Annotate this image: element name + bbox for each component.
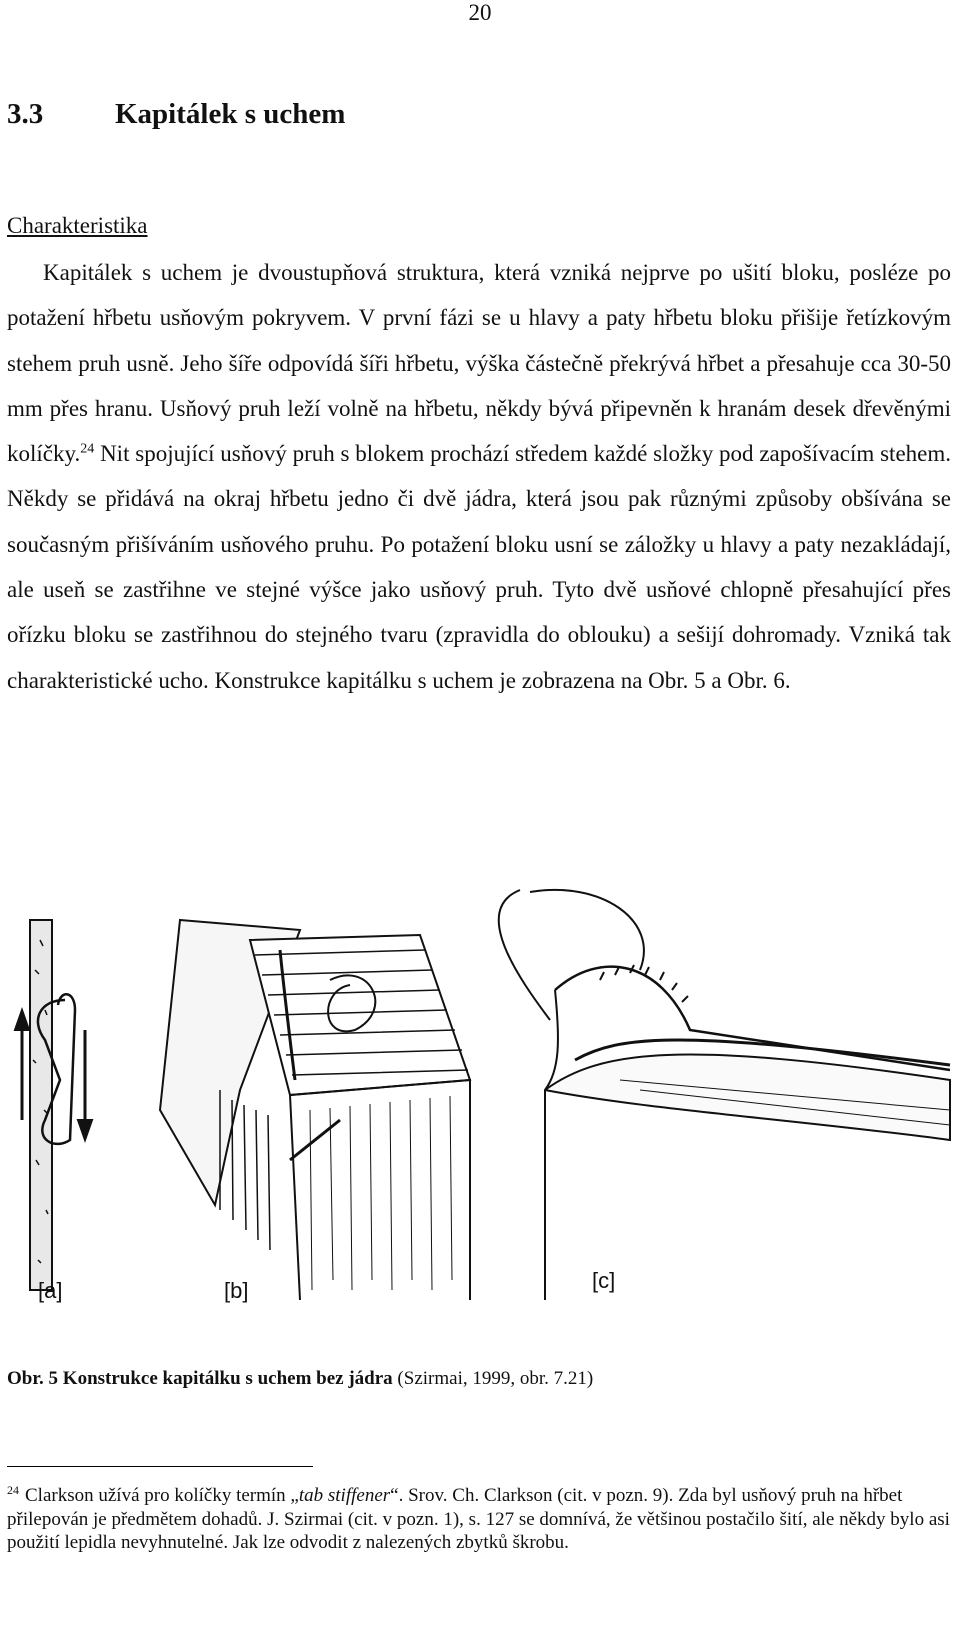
footnote-divider bbox=[7, 1466, 313, 1467]
subheading: Charakteristika bbox=[7, 213, 148, 238]
figure-caption bbox=[7, 1368, 593, 1390]
figure-label-b: [b] bbox=[224, 1278, 249, 1303]
section-title: Kapitálek s uchem bbox=[115, 98, 346, 130]
figure-label-a: [a] bbox=[38, 1278, 63, 1303]
footnote-text-before: Clarkson užívá pro kolíčky termín „ bbox=[25, 1485, 299, 1506]
illustration-c bbox=[499, 890, 950, 1300]
paragraph bbox=[7, 250, 951, 703]
illustration-b bbox=[160, 920, 470, 1300]
footnote-number: 24 bbox=[7, 1482, 19, 1497]
paragraph-part-1: Kapitálek s uchem je dvoustupňová struktura, která vzniká nejprve po ušití bloku, posléze po potažení hřbetu usňovým pokryvem. V první fázi se u hlavy a paty hřbetu bloku přišije řetízkovým stehem pruh usně. Jeho šíře odpovídá šíři hřbetu, výška částečně překrývá hřbet a přesahuje cca 30-50 mm přes hranu. Usňový pruh leží volně na hřbetu, někdy bývá připevněn k hranám desek dřevěnými kolíčky. bbox=[7, 260, 951, 467]
section-heading bbox=[7, 98, 345, 131]
caption-title: Obr. 5 Konstrukce kapitálku s uchem bez jádra bbox=[7, 1368, 393, 1389]
footnote-reference[interactable]: 24 bbox=[80, 441, 95, 457]
footnote-term: tab stiffener bbox=[298, 1485, 391, 1506]
paragraph-part-2: Nit spojující usňový pruh s blokem prochází středem každé složky pod zapošívacím stehem. Někdy se přidává na okraj hřbetu jedno či dvě jádra, která jsou pak různými způsoby obšívána se současným přišíváním usňového pruhu. Po potažení bloku usní se záložky u hlavy a paty nezakládají, ale useň se zastřihne ve stejné výšce jako usňový pruh. Tyto dvě usňové chlopně přesahující přes ořízku bloku se zastřihnou do stejného tvaru (zpravidla do oblouku) a sešijí dohromady. Vzniká tak charakteristické ucho. Konstrukce kapitálku s uchem je zobrazena na Obr. 5 a Obr. 6. bbox=[7, 441, 951, 693]
figure-illustration bbox=[0, 880, 960, 1335]
page-number: 20 bbox=[468, 0, 492, 25]
footnote-text-after: “. Srov. Ch. Clarkson (cit. v pozn. 9). Zda byl usňový pruh na hřbet přilepován je předmětem dohadů. J. Szirmai (cit. v pozn. 1), s. 127 se domnívá, že většinou postačilo šití, ale někdy bylo asi použití lepidla nevyhnutelné. Jak lze odvodit z nalezených zbytků škrobu. bbox=[7, 1485, 950, 1553]
body-text bbox=[7, 250, 951, 703]
caption-source: (Szirmai, 1999, obr. 7.21) bbox=[392, 1368, 594, 1389]
illustration-a bbox=[15, 920, 92, 1290]
figure-label-c: [c] bbox=[592, 1268, 616, 1293]
footnote bbox=[7, 1484, 951, 1555]
section-number: 3.3 bbox=[7, 98, 44, 130]
